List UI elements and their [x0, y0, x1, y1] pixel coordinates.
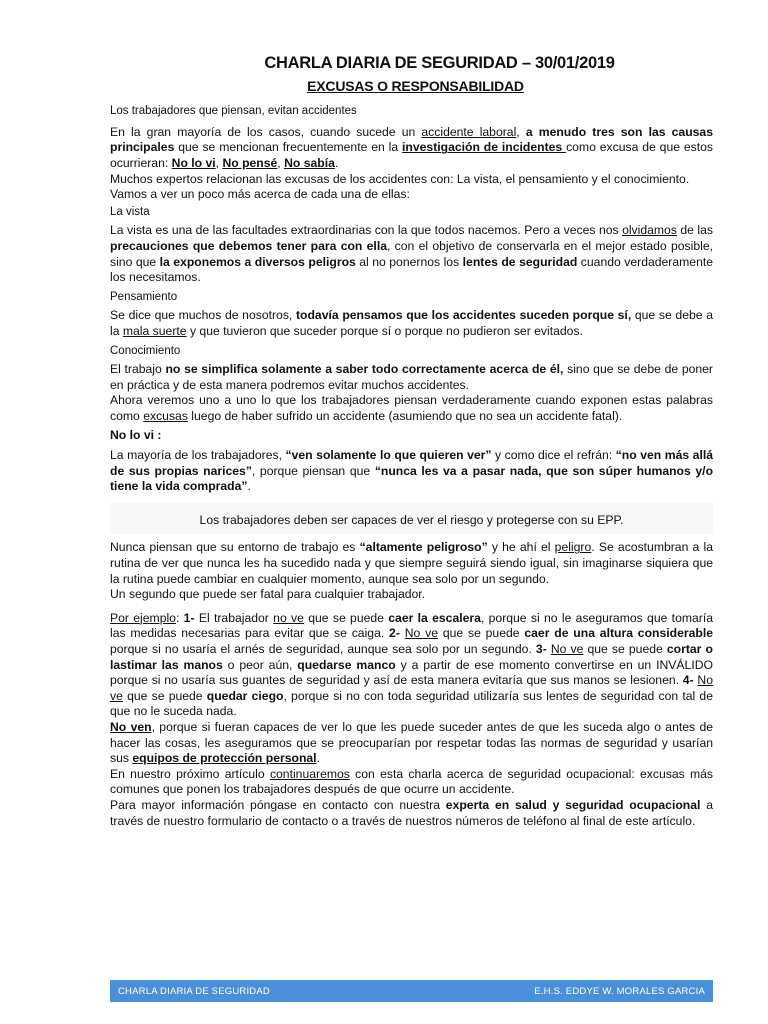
page-footer	[110, 980, 713, 1002]
paragraph-ahora: Ahora veremos uno a uno lo que los trabajadores piensan verdaderamente cuando exponen estas palabras como excusas luego de haber sufrido un accidente (asumiendo que no sea un accidente fatal).	[110, 393, 713, 423]
paragraph-causes: En la gran mayoría de los casos, cuando sucede un accidente laboral, a menudo tres son las causas principales que se mencionan frecuentemente en la investigación de incidentes como excusa de que estos ocurrieran: No lo vi, No pensé, No sabía.	[110, 124, 714, 170]
paragraph-proximo: En nuestro próximo artículo continuaremos con esta charla acerca de seguridad ocupacional: excusas más comunes que ponen los trabajadores después de que ocurre un accidente.	[110, 766, 713, 797]
paragraph-vamos: Vamos a ver un poco más acerca de cada una de ellas:	[110, 187, 410, 202]
paragraph-ejemplo: Por ejemplo: 1- El trabajador no ve que se puede caer la escalera, porque si no le aseguramos que tomaría las medidas necesarias para evitar que se caiga. 2- No ve que se puede caer de una altura considerable porque si no usaría el arnés de seguridad, aunque sea solo por un segundo. 3- No ve que se puede cortar o lastimar las manos o peor aún, quedarse manco y a partir de ese momento convertirse en un INVÁLIDO porque si no usaría sus guantes de seguridad y así de esta manera evitaría que sus manos se lesionen. 4- No ve que se puede quedar ciego, porque si no con toda seguridad utilizaría sus lentes de seguridad con tal de que no le suceda nada.	[110, 610, 714, 719]
heading-conocimiento: Conocimiento	[110, 344, 181, 357]
heading-no-lo-vi: No lo vi :	[110, 428, 162, 443]
page-title: CHARLA DIARIA DE SEGURIDAD – 30/01/2019	[264, 54, 615, 72]
paragraph-no-ven: No ven, porque si fueran capaces de ver lo que les puede suceder antes de que les suceda algo o antes de hacer las cosas, les aseguramos que se preocuparían por respetar todas las normas de seguridad y usarían sus equipos de protección personal.	[110, 719, 714, 766]
paragraph-segundo: Un segundo que puede ser fatal para cualquier trabajador.	[110, 587, 426, 602]
paragraph-contacto: Para mayor información póngase en contacto con nuestra experta en salud y seguridad ocupacional a través de nuestro formulario de contacto o a través de nuestros números de teléfono al final de este artículo.	[110, 797, 713, 828]
paragraph-conocimiento: El trabajo no se simplifica solamente a saber todo correctamente acerca de él, sino que se debe de poner en práctica y de esta manera podremos evitar muchos accidentes.	[110, 362, 713, 392]
heading-pensamiento: Pensamiento	[110, 290, 178, 303]
callout-epp: Los trabajadores deben ser capaces de ver el riesgo y protegerse con su EPP.	[110, 503, 713, 535]
paragraph-vista: La vista es una de las facultades extraordinarias con la que todos nacemos. Pero a veces nos olvidamos de las precauciones que debemos tener para con ella, con el objetivo de conservarla en el mejor estado posible, sino que la exponemos a diversos peligros al no ponernos los lentes de seguridad cuando verdaderamente los necesitamos.	[110, 223, 714, 285]
paragraph-nunca: Nunca piensan que su entorno de trabajo es “altamente peligroso” y he ahí el peligro. Se acostumbran a la rutina de ver que nunca les ha sucedido nada y que siempre seguirá siendo igual, sin imaginarse siquiera que la rutina puede cambiar en cualquier momento, aunque sea solo por un segundo.	[110, 540, 713, 586]
paragraph-experts: Muchos expertos relacionan las excusas de los accidentes con: La vista, el pensamiento y el conocimiento.	[110, 171, 690, 186]
heading-vista: La vista	[110, 205, 150, 218]
page-subtitle: EXCUSAS O RESPONSABILIDAD	[307, 77, 524, 94]
intro-line: Los trabajadores que piensan, evitan accidentes	[110, 105, 357, 118]
paragraph-pensamiento: Se dice que muchos de nosotros, todavía pensamos que los accidentes suceden porque sí, que se debe a la mala suerte y que tuvieron que suceder porque sí o porque no pudieron ser evitados.	[110, 308, 713, 338]
footer-left-text: CHARLA DIARIA DE SEGURIDAD	[118, 985, 270, 997]
paragraph-mayoria: La mayoría de los trabajadores, “ven solamente lo que quieren ver” y como dice el refrán: “no ven más allá de sus propias narices”, porque piensan que “nunca les va a pasar nada, que son súper humanos y/o tiene la vida comprada”.	[110, 448, 714, 494]
footer-right-text: E.H.S. EDDYE W. MORALES GARCIA	[534, 985, 705, 997]
document-body	[110, 56, 713, 829]
